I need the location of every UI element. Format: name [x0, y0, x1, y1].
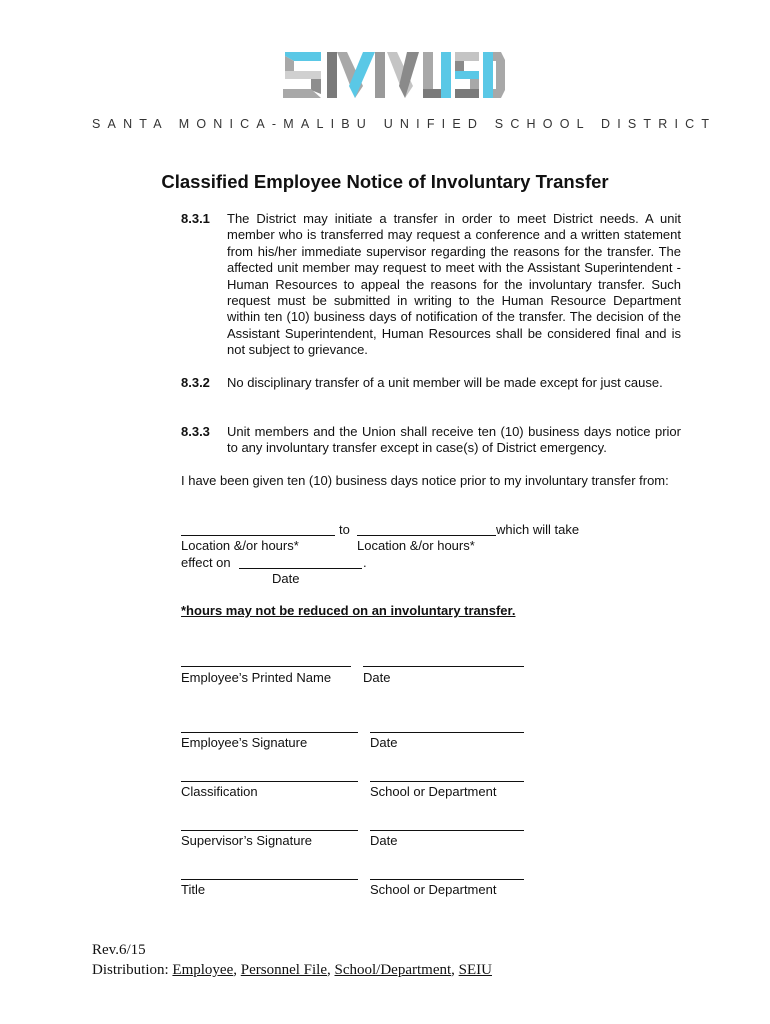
to-location-line[interactable] [357, 535, 496, 536]
classification-line[interactable] [181, 781, 358, 782]
distribution-label: Distribution: [92, 962, 169, 978]
logo-letter-u [423, 52, 451, 98]
from-location-line[interactable] [181, 535, 335, 536]
employee-signature-date-label: Date [370, 735, 398, 750]
logo-letter-s2 [455, 52, 479, 98]
to-label: to [339, 522, 350, 537]
effective-date-line[interactable] [239, 568, 362, 569]
recipient-seiu: SEIU [458, 962, 492, 978]
section-number: 8.3.3 [181, 424, 210, 439]
recipient-personnel-file: Personnel File [240, 962, 327, 978]
section-8-3-3 [181, 424, 681, 457]
employee-signature-line[interactable] [181, 732, 358, 733]
logo-letter-m [327, 52, 385, 98]
district-name: SANTA MONICA-MALIBU UNIFIED SCHOOL DISTRICT [92, 117, 717, 131]
notice-paragraph: I have been given ten (10) business days notice prior to my involuntary transfer from: [181, 473, 669, 488]
logo-letter-s [283, 52, 321, 98]
to-location-caption: Location &/or hours* [357, 538, 475, 553]
school-department-label: School or Department [370, 784, 497, 799]
effect-on-label: effect on [181, 555, 231, 570]
distribution-line: Distribution: Employee, Personnel File, School/Department, SEIU [92, 962, 492, 978]
employee-printed-name-line[interactable] [181, 666, 351, 667]
section-text: Unit members and the Union shall receive ten (10) business days notice prior to any involuntary transfer except in case(s) of District emergency. [227, 424, 681, 456]
supervisor-signature-line[interactable] [181, 830, 358, 831]
supervisor-date-line[interactable] [370, 830, 524, 831]
section-8-3-1 [181, 211, 681, 359]
form-title: Classified Employee Notice of Involuntary Transfer [161, 171, 609, 192]
printed-name-date-line[interactable] [363, 666, 524, 667]
logo-letter-d [483, 52, 505, 98]
recipient-employee: Employee [172, 962, 234, 978]
title-line[interactable] [181, 879, 358, 880]
section-text: The District may initiate a transfer in order to meet District needs. A unit member who is transferred may request a conference and a written statement from his/her immediate supervisor regarding the reasons for the transfer. The affected unit member may request to meet with the Assistant Superintendent - Human Resources to appeal the reasons for the involuntary transfer. Such request must be submitted in writing to the Human Resource Department within ten (10) business days of notification of the transfer. The decision of the Assistant Superintendent, Human Resources shall be considered final and is not subject to grievance. [227, 211, 681, 358]
logo-letter-m2 [387, 52, 419, 98]
classification-label: Classification [181, 784, 258, 799]
effect-on-period: . [363, 555, 367, 570]
employee-signature-date-line[interactable] [370, 732, 524, 733]
section-number: 8.3.1 [181, 211, 210, 226]
supervisor-date-label: Date [370, 833, 398, 848]
effective-date-caption: Date [272, 571, 300, 586]
recipient-school-department: School/Department [334, 962, 452, 978]
title-label: Title [181, 882, 206, 897]
hours-note: *hours may not be reduced on an involuntary transfer. [181, 603, 516, 618]
section-8-3-2 [181, 375, 681, 391]
printed-name-date-label: Date [363, 670, 391, 685]
supervisor-signature-label: Supervisor’s Signature [181, 833, 313, 848]
title-school-department-label: School or Department [370, 882, 497, 897]
section-number: 8.3.2 [181, 375, 210, 390]
from-location-caption: Location &/or hours* [181, 538, 299, 553]
employee-signature-label: Employee’s Signature [181, 735, 308, 750]
revision-label: Rev.6/15 [92, 942, 146, 958]
title-school-department-line[interactable] [370, 879, 524, 880]
smmusd-logo [283, 52, 505, 98]
section-text: No disciplinary transfer of a unit member will be made except for just cause. [227, 375, 663, 390]
which-will-take-label: which will take [496, 522, 580, 537]
school-department-line[interactable] [370, 781, 524, 782]
employee-printed-name-label: Employee’s Printed Name [181, 670, 332, 685]
